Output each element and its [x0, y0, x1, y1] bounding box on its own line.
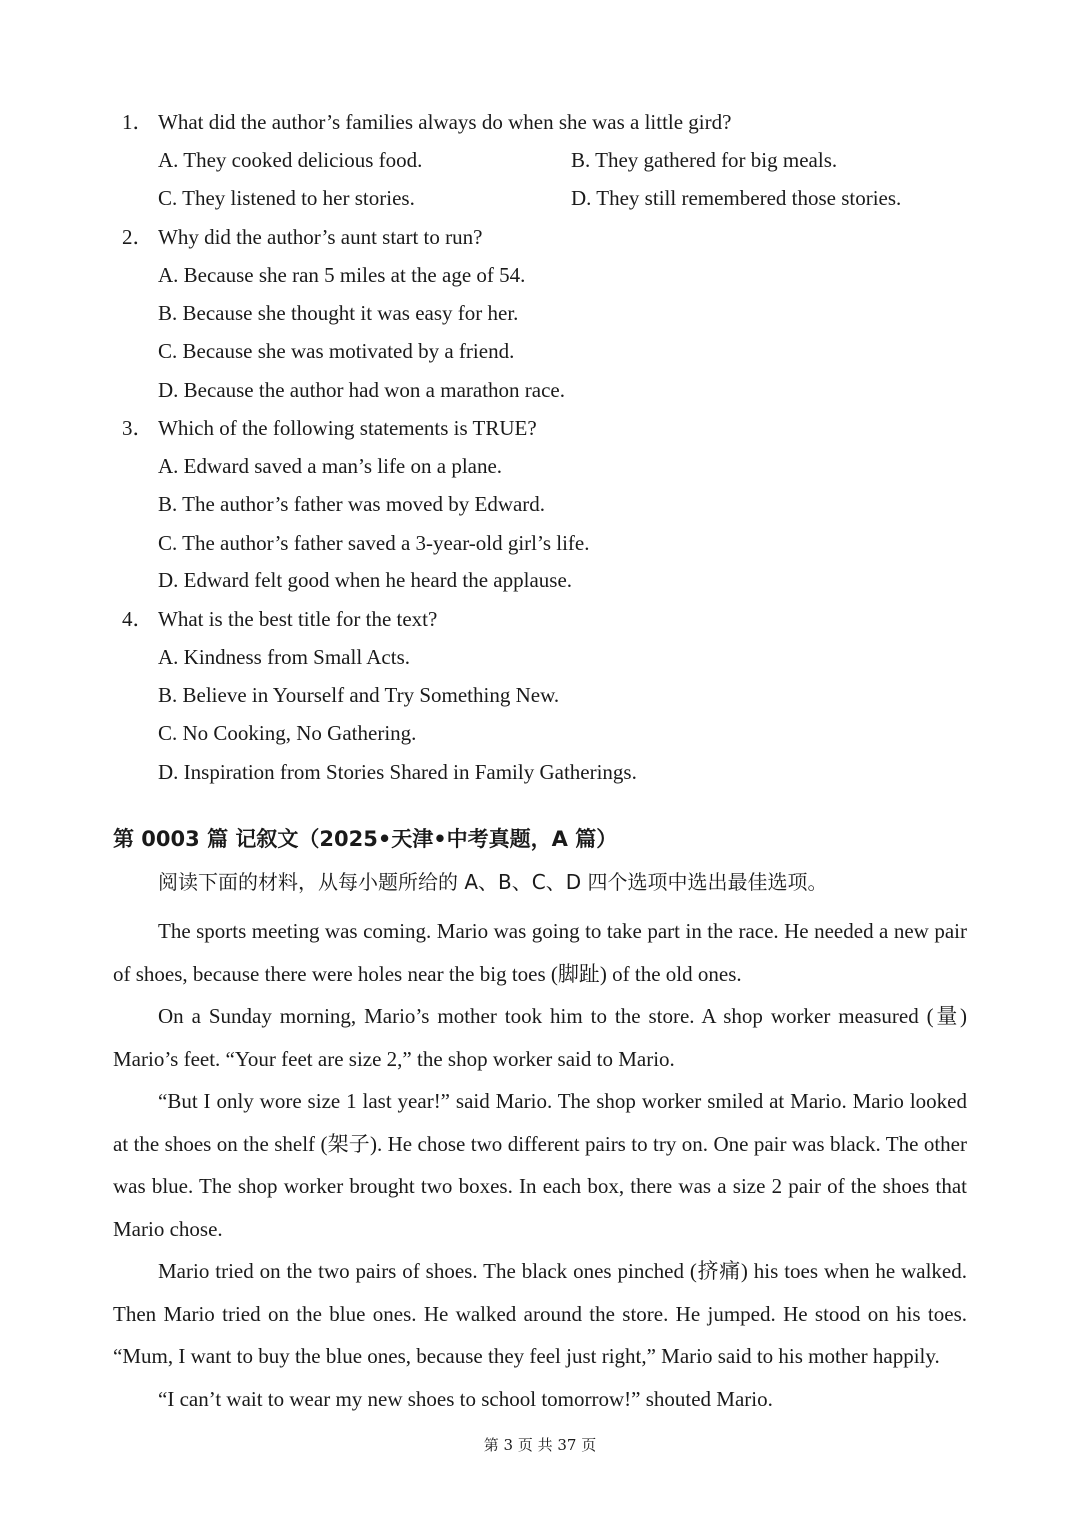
option-d: D. They still remembered those stories. — [571, 186, 902, 210]
question-text: What is the best title for the text? — [158, 607, 438, 631]
question-number: 4． — [122, 607, 154, 631]
section-title: 第 0003 篇 记叙文（2025•天津•中考真题，A 篇） — [113, 827, 618, 851]
option-text: D. Edward felt good when he heard the applause. — [158, 568, 573, 592]
section-instruction: 阅读下面的材料，从每小题所给的 A、B、C、D 四个选项中选出最佳选项。 — [158, 870, 828, 894]
option-text: C. The author’s father saved a 3-year-old girl’s life. — [158, 531, 590, 555]
passage-paragraph: On a Sunday morning, Mario’s mother took him to the store. A shop worker measured (量) Mario’s feet. “Your feet are size 2,” the shop worker said to Mario. — [113, 1004, 967, 1071]
question-text: What did the author’s families always do when she was a little gird? — [158, 110, 732, 134]
passage-paragraph: “But I only wore size 1 last year!” said Mario. The shop worker smiled at Mario. Mario looked at the shoes on the shelf (架子). He chose two different pairs to try on. One pair was black. The other was blue. The shop worker brought two boxes. In each box, there was a size 2 pair of the shoes that Mario chose. — [113, 1089, 967, 1241]
question-number: 2． — [122, 225, 154, 249]
option-c: C. They listened to her stories. — [158, 186, 415, 210]
option-text: A. Kindness from Small Acts. — [158, 645, 410, 669]
question-text: Which of the following statements is TRUE? — [158, 416, 537, 440]
option-text: C. Because she was motivated by a friend. — [158, 339, 515, 363]
option-text: B. Because she thought it was easy for her. — [158, 301, 519, 325]
reading-passage — [113, 910, 967, 1420]
option-text: A. Edward saved a man’s life on a plane. — [158, 454, 503, 478]
option-b: B. They gathered for big meals. — [571, 148, 838, 172]
option-text: C. No Cooking, No Gathering. — [158, 721, 417, 745]
passage-paragraph: “I can’t wait to wear my new shoes to school tomorrow!” shouted Mario. — [158, 1386, 773, 1411]
question-number: 3． — [122, 416, 154, 440]
passage-paragraph: The sports meeting was coming. Mario was going to take part in the race. He needed a new pair of shoes, because there were holes near the big toes (脚趾) of the old ones. — [113, 919, 967, 986]
question-text: Why did the author’s aunt start to run? — [158, 225, 483, 249]
option-text: D. Because the author had won a marathon race. — [158, 378, 565, 402]
passage-paragraph: Mario tried on the two pairs of shoes. The black ones pinched (挤痛) his toes when he walked. Then Mario tried on the blue ones. He walked around the store. He jumped. He stood on his toes. “Mum, I want to buy the blue ones, because they feel just right,” Mario said to his mother happily. — [113, 1259, 967, 1368]
option-text: B. Believe in Yourself and Try Something New. — [158, 683, 560, 707]
question-number: 1． — [122, 110, 154, 134]
option-a: A. They cooked delicious food. — [158, 148, 423, 172]
option-text: D. Inspiration from Stories Shared in Family Gatherings. — [158, 760, 637, 784]
option-text: B. The author’s father was moved by Edward. — [158, 492, 546, 516]
option-text: A. Because she ran 5 miles at the age of 54. — [158, 263, 526, 287]
page-footer: 第 3 页 共 37 页 — [483, 1436, 597, 1454]
